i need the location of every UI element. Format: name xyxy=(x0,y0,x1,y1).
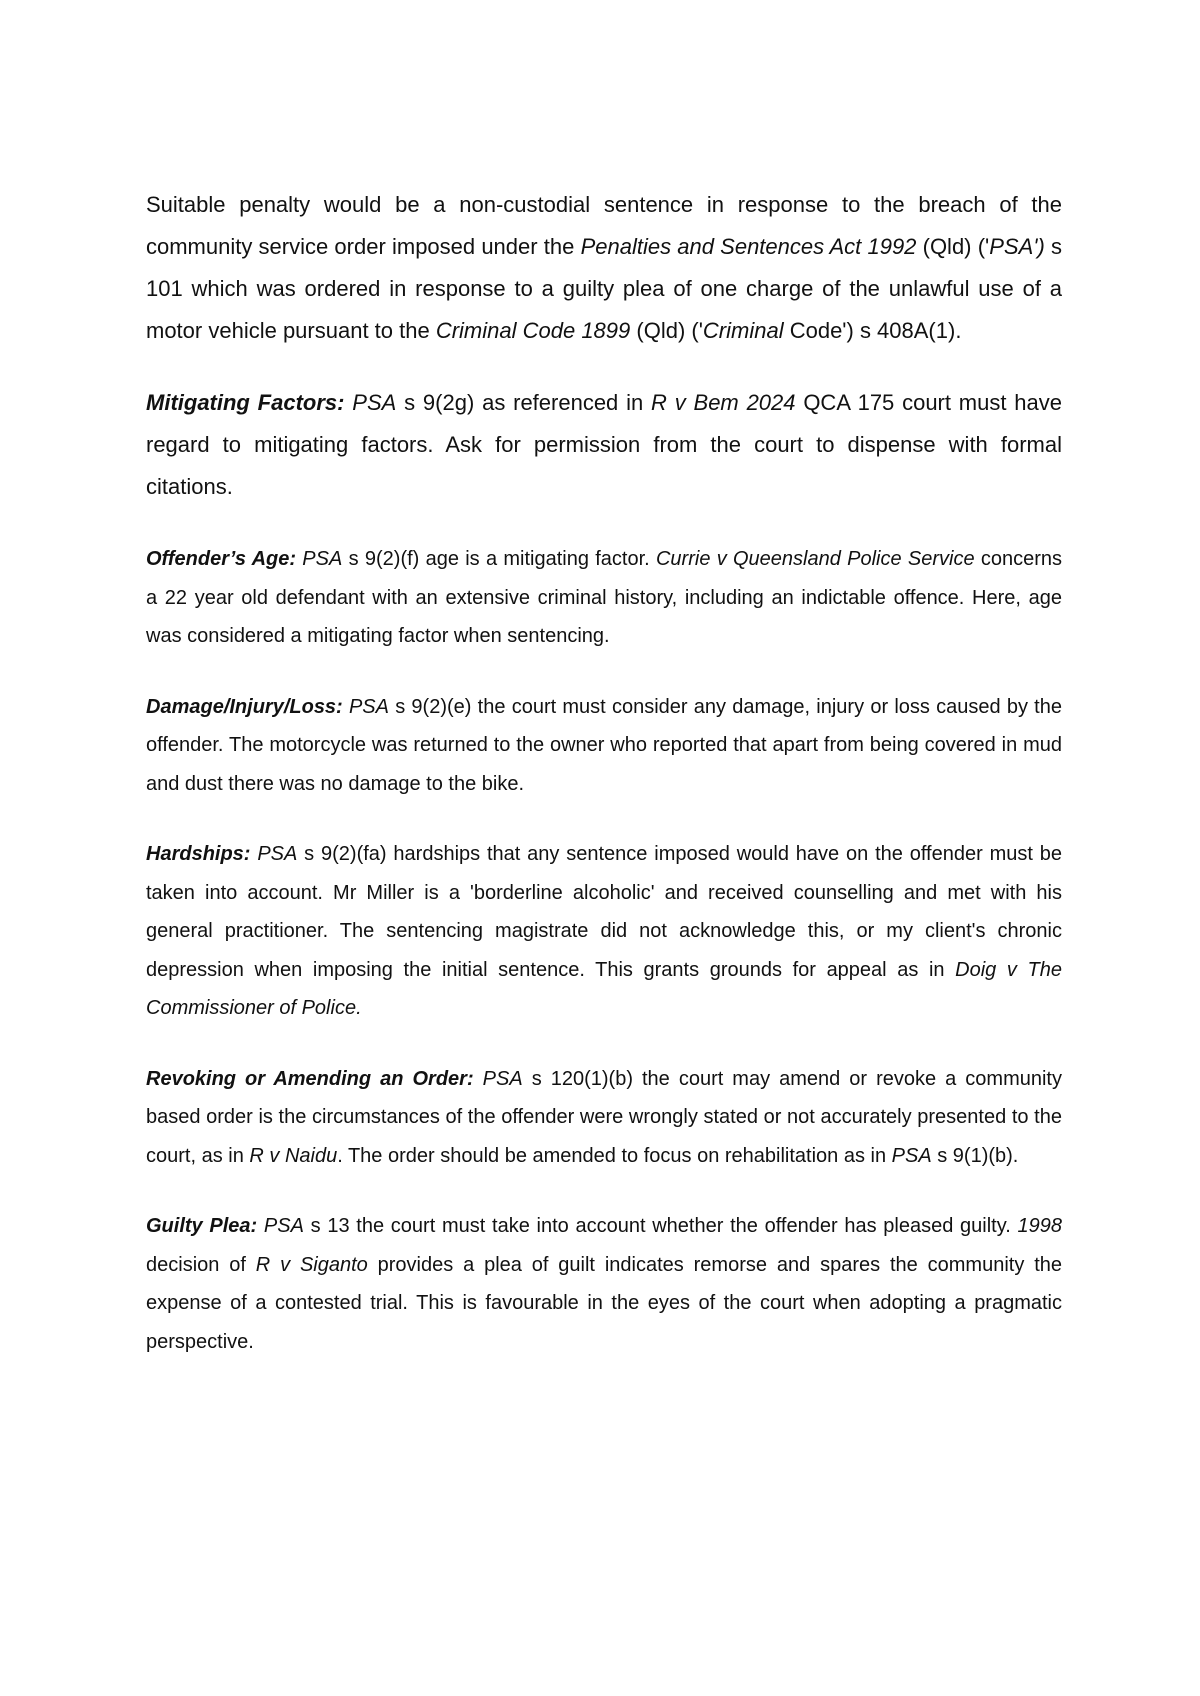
text-run: provides a plea of guilt indicates remorse and spares the community the expense of a contested trial. This is favourable in the eyes of the court when adopting a pragmatic perspective. xyxy=(146,1253,1062,1353)
abbreviation: PSA xyxy=(348,695,389,718)
paragraph-offenders-age xyxy=(146,540,1062,656)
section-heading: Guilty Plea: xyxy=(146,1215,258,1237)
paragraph-revoking-or-amending xyxy=(146,1060,1062,1176)
section-heading: Hardships: xyxy=(146,843,251,865)
text-run: . The order should be amended to focus on rehabilitation as in xyxy=(337,1144,892,1167)
text-run: (Qld) (' xyxy=(630,318,703,343)
abbreviation: Criminal xyxy=(702,318,784,343)
abbreviation: PSA') xyxy=(989,234,1045,259)
case-name: R v Siganto xyxy=(255,1253,368,1276)
abbreviation: PSA xyxy=(352,390,397,415)
text-run: s 9(1)(b). xyxy=(931,1144,1019,1167)
abbreviation: PSA xyxy=(257,843,298,865)
text-run: QCA 175 court must have regard to mitigating factors. Ask for permission from the court to dispense with formal citations. xyxy=(146,390,1062,499)
paragraph-intro xyxy=(146,184,1062,352)
text-run: s 101 which was ordered in response to a guilty plea of one charge of the unlawful use of a motor vehicle pursuant to the xyxy=(146,234,1062,343)
text-run: s 9(2)(e) the court must consider any damage, injury or loss caused by the offender. The motorcycle was returned to the owner who reported that apart from being covered in mud and dust there was no damage to the bike. xyxy=(146,695,1062,795)
section-heading: Revoking or Amending an Order: xyxy=(146,1067,474,1090)
year: 1998 xyxy=(1017,1215,1063,1237)
abbreviation: PSA xyxy=(302,548,343,570)
text-run: s 9(2)(f) age is a mitigating factor. xyxy=(342,548,656,570)
code-title: Criminal Code 1899 xyxy=(435,318,631,343)
section-heading: Mitigating Factors: xyxy=(146,390,345,415)
abbreviation: PSA xyxy=(263,1215,304,1237)
text-run: (Qld) (' xyxy=(916,234,990,259)
act-title: Penalties and Sentences Act 1992 xyxy=(580,234,917,259)
text-run: s 9(2)(fa) hardships that any sentence imposed would have on the offender must be taken into account. Mr Miller is a 'borderline alcoholic' and received counselling and met with his general practitioner. The sentencing magistrate did not acknowledge this, or my client's chronic depression when imposing the initial sentence. This grants grounds for appeal as in xyxy=(146,843,1062,981)
paragraph-hardships xyxy=(146,835,1062,1028)
section-heading: Damage/Injury/Loss: xyxy=(146,695,343,718)
text-run: Suitable penalty would be a non-custodial sentence in response to the breach of the community service order imposed under the xyxy=(146,192,1062,259)
case-name: R v Bem 2024 xyxy=(651,390,796,415)
text-run: s 9(2g) as referenced in xyxy=(396,390,652,415)
text-run: s 13 the court must take into account whether the offender has pleased guilty. xyxy=(303,1215,1018,1237)
text-run: s 120(1)(b) the court may amend or revoke a community based order is the circumstances of the offender were wrongly stated or not accurately presented to the court, as in xyxy=(146,1067,1062,1167)
text-run: Code') s 408A(1). xyxy=(783,318,962,343)
text-run: decision of xyxy=(146,1253,256,1276)
text-run: concerns a 22 year old defendant with an extensive criminal history, including an indictable offence. Here, age was considered a mitigating factor when sentencing. xyxy=(146,548,1062,647)
paragraph-mitigating-factors xyxy=(146,382,1062,508)
case-name: Currie v Queensland Police Service xyxy=(655,548,975,570)
paragraph-damage-injury-loss xyxy=(146,688,1062,804)
section-heading: Offender’s Age: xyxy=(146,548,297,570)
case-name: R v Naidu xyxy=(249,1144,338,1167)
abbreviation: PSA xyxy=(482,1067,523,1090)
paragraph-guilty-plea xyxy=(146,1207,1062,1361)
case-name: Doig v The Commissioner of Police. xyxy=(146,958,1062,1019)
document-body xyxy=(146,184,1062,1361)
abbreviation: PSA xyxy=(891,1144,932,1167)
